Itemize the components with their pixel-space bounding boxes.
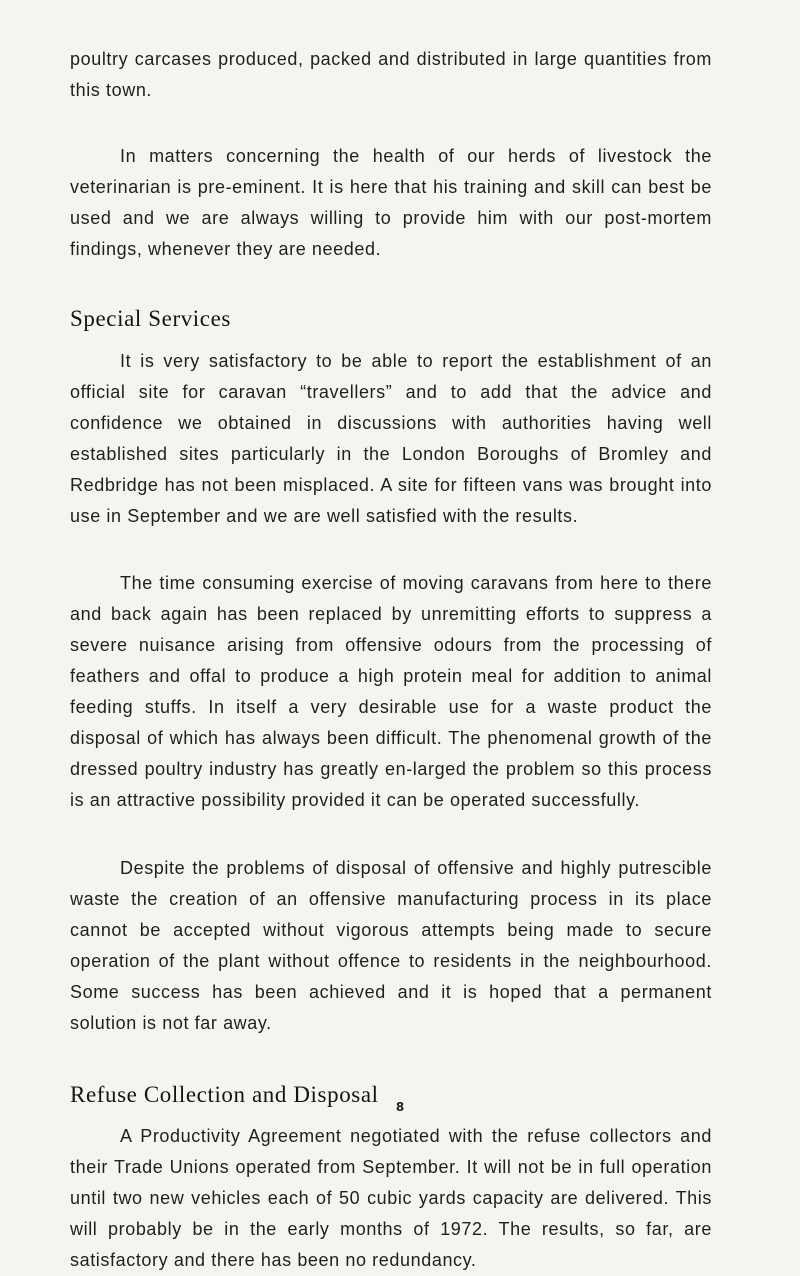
special-services-heading: Special Services — [70, 306, 231, 331]
productivity-agreement-paragraph: A Productivity Agreement negotiated with the refuse collectors and their Trade Unions operated from September. It will not be in full operation until two new vehicles each of 50 cubic yards capacity are delivered. This will probably be in the early months of 1972. The results, so far, are satisfactory and there has been no redundancy. — [70, 1126, 712, 1270]
refuse-heading: Refuse Collection and Disposal — [70, 1082, 379, 1107]
disposal-paragraph: Despite the problems of disposal of offensive and highly putrescible waste the creation of an offensive manufacturing process in its place cannot be accepted without vigorous attempts being made to secure operation of the plant without offence to residents in the neighbourhood. Some success has been achieved and it is hoped that a permanent solution is not far away. — [70, 858, 712, 1033]
veterinarian-paragraph: In matters concerning the health of our herds of livestock the veterinarian is pre-eminent. It is here that his training and skill can best be used and we are always willing to provide him with our post-mortem findings, whenever they are needed. — [70, 146, 712, 259]
nuisance-paragraph: The time consuming exercise of moving caravans from here to there and back again has been replaced by unremitting efforts to suppress a severe nuisance arising from offensive odours from the processing of feathers and offal to produce a high protein meal for addition to animal feeding stuffs. In itself a very desirable use for a waste product the disposal of which has always been difficult. The phenomenal growth of the dressed poultry industry has greatly en-larged the problem so this process is an attractive possibility provided it can be operated successfully. — [70, 573, 712, 810]
intro-paragraph: poultry carcases produced, packed and distributed in large quantities from this town. — [70, 49, 712, 100]
page-number: 8 — [395, 1100, 405, 1114]
page-content — [70, 44, 712, 1276]
caravan-site-paragraph: It is very satisfactory to be able to report the establishment of an official site for caravan “travellers” and to add that the advice and confidence we obtained in discussions with authorities having well established sites particularly in the London Boroughs of Bromley and Redbridge has not been misplaced. A site for fifteen vans was brought into use in September and we are well satisfied with the results. — [70, 351, 712, 526]
